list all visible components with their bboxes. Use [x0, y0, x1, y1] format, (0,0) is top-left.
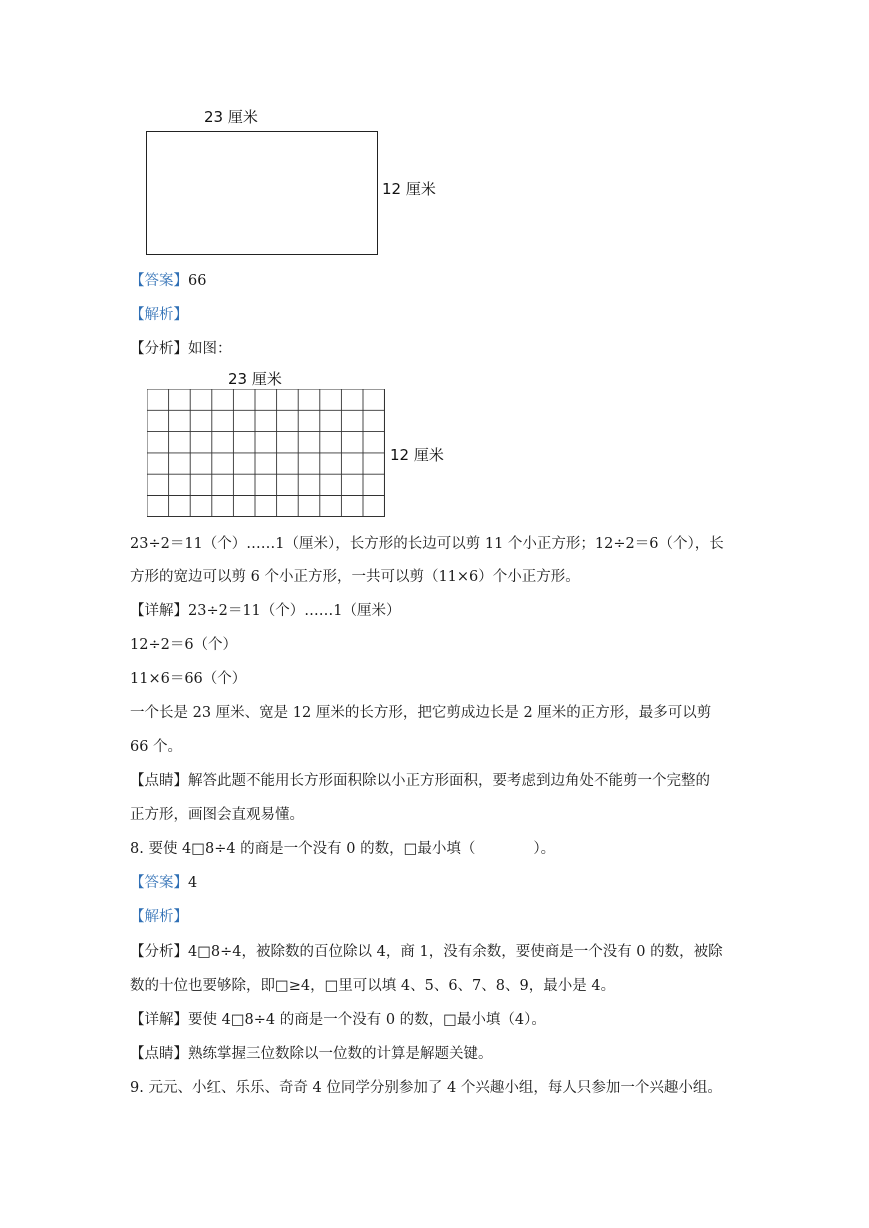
xiangjie-tag: 【详解】: [130, 1012, 188, 1028]
q7-answer: [130, 271, 206, 291]
q8-answer: [130, 873, 197, 893]
q7-analysis-line2: 方形的宽边可以剪 6 个小正方形，一共可以剪（11×6）个小正方形。: [130, 569, 580, 585]
q8-jiexi: [130, 907, 188, 927]
q9-question: 9. 元元、小红、乐乐、奇奇 4 位同学分别参加了 4 个兴趣小组，每人只参加一个兴趣小组。: [130, 1080, 722, 1096]
q7-xiangjie-line5: 66 个。: [130, 739, 183, 755]
figure2-side-label: 12 厘米: [390, 446, 444, 464]
q7-xiangjie-line3: 11×6＝66（个）: [130, 671, 247, 687]
q7-dianjing-line2: 正方形，画图会直观易懂。: [130, 807, 304, 823]
dianjing-tag: 【点睛】: [130, 773, 188, 789]
jiexi-tag: 【解析】: [130, 307, 188, 323]
dianjing-tag: 【点睛】: [130, 1046, 188, 1062]
xiangjie-text: 要使 4□8÷4 的商是一个没有 0 的数，□最小填（4）。: [188, 1012, 546, 1028]
q7-dianjing: [130, 771, 710, 791]
figure2-top-label: 23 厘米: [228, 370, 282, 388]
grid-diagram: [147, 389, 385, 517]
xiangjie-text: 23÷2＝11（个）……1（厘米）: [188, 603, 401, 619]
answer-value: 66: [188, 273, 207, 289]
fenxi-text: 4□8÷4，被除数的百位除以 4，商 1，没有余数，要使商是一个没有 0 的数，被除: [188, 944, 723, 960]
jiexi-tag: 【解析】: [130, 909, 188, 925]
fenxi-text: 如图：: [188, 341, 232, 357]
dianjing-text: 熟练掌握三位数除以一位数的计算是解题关键。: [188, 1046, 493, 1062]
q8-fenxi: [130, 942, 723, 962]
q8-fenxi-line2: 数的十位也要够除，即□≥4，□里可以填 4、5、6、7、8、9，最小是 4。: [130, 978, 616, 994]
fenxi-tag: 【分析】: [130, 944, 188, 960]
dianjing-text: 解答此题不能用长方形面积除以小正方形面积，要考虑到边角处不能剪一个完整的: [188, 773, 710, 789]
answer-tag: 【答案】: [130, 273, 188, 289]
q8-xiangjie: [130, 1010, 546, 1030]
q7-xiangjie-line2: 12÷2＝6（个）: [130, 637, 238, 653]
q7-xiangjie-line4: 一个长是 23 厘米、宽是 12 厘米的长方形，把它剪成边长是 2 厘米的正方形，最多可以剪: [130, 705, 712, 721]
q8-question: 8. 要使 4□8÷4 的商是一个没有 0 的数，□最小填（ ）。: [130, 841, 556, 857]
q7-xiangjie: [130, 601, 401, 621]
fenxi-tag: 【分析】: [130, 341, 188, 357]
xiangjie-tag: 【详解】: [130, 603, 188, 619]
figure1-top-label: 23 厘米: [204, 108, 258, 126]
q7-analysis-line1: 23÷2＝11（个）……1（厘米），长方形的长边可以剪 11 个小正方形；12÷2＝6（个），长: [130, 536, 724, 552]
q7-jiexi: [130, 305, 188, 325]
rectangle-shape: [146, 131, 378, 255]
figure1-side-label: 12 厘米: [382, 180, 436, 198]
q8-dianjing: [130, 1044, 493, 1064]
answer-tag: 【答案】: [130, 875, 188, 891]
answer-value: 4: [188, 875, 198, 891]
q7-fenxi: [130, 339, 232, 359]
